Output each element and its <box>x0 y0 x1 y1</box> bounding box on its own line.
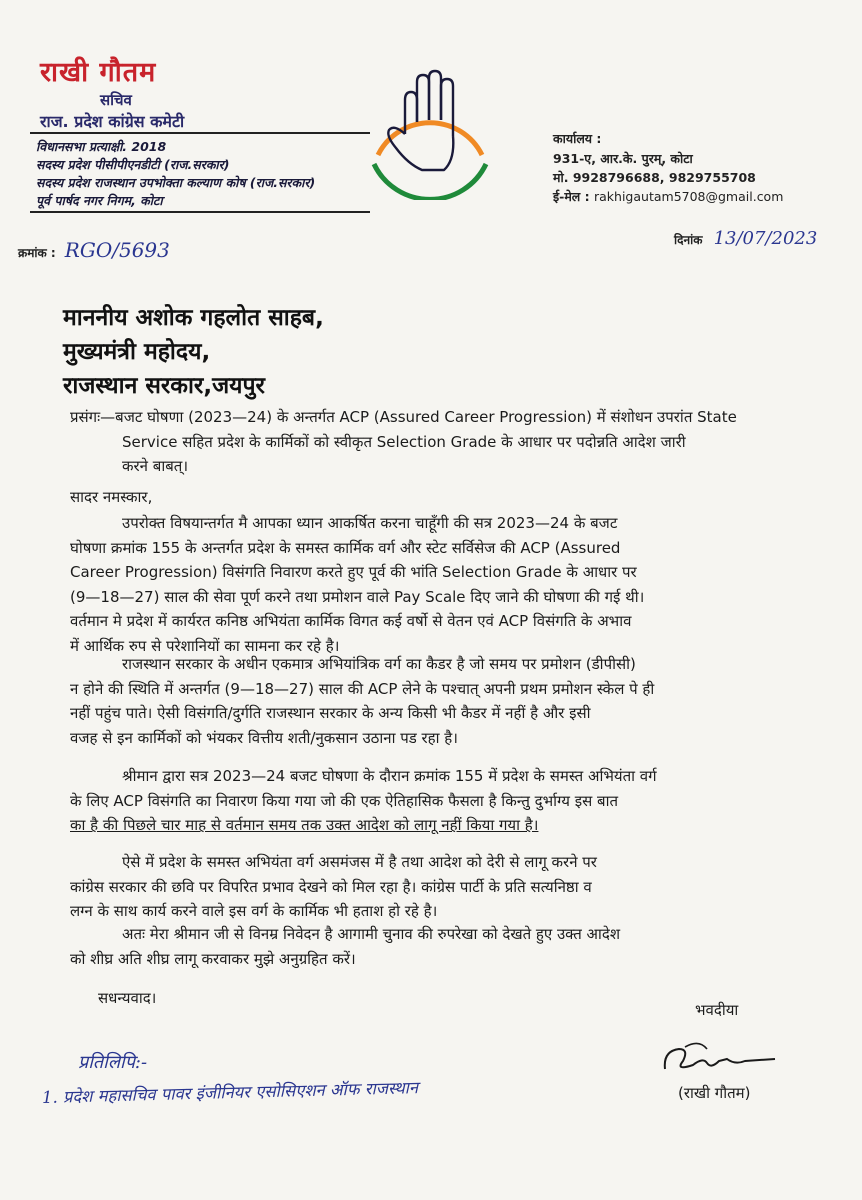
para-line: कांग्रेस सरकार की छवि पर विपरित प्रभाव देखने को मिल रहा है। कांग्रेस पार्टी के प्रति सत्यनिष्ठा व <box>70 877 592 896</box>
date-row <box>674 228 817 249</box>
reference-label: क्रमांक : <box>18 246 56 260</box>
para-line: लग्न के साथ कार्य करने वाले इस वर्ग के कार्मिक भी हताश हो रहे है। <box>70 902 438 920</box>
credential-line: सदस्य प्रदेश पीसीपीएनडीटी (राज.सरकार) <box>36 157 230 172</box>
office-phone: मो. 9928796688, 9829755708 <box>553 170 756 185</box>
para-line: (9—18—27) साल की सेवा पूर्ण करने तथा प्रमोशन वाले Pay Scale दिए जाने की घोषणा की गई थी। <box>70 587 645 606</box>
credential-line: पूर्व पार्षद नगर निगम, कोटा <box>36 193 163 208</box>
congress-hand-logo <box>360 60 500 200</box>
office-heading: कार्यालय : <box>553 131 602 146</box>
email-label: ई-मेल : <box>553 189 590 204</box>
credential-line: सदस्य प्रदेश राजस्थान उपभोक्ता कल्याण कोष (राज.सरकार) <box>36 175 316 190</box>
date-value: 13/07/2023 <box>713 228 818 249</box>
para-line: उपरोक्त विषयान्तर्गत मै आपका ध्यान आकर्षित करना चाहूँगी की सत्र 2023—24 के बजट <box>122 514 618 532</box>
para-line: वर्तमान मे प्रदेश में कार्यरत कनिष्ठ अभियंता कार्मिक विगत कई वर्षो से वेतन एवं ACP विसंगति के अभाव <box>70 612 632 630</box>
para-line: घोषणा क्रमांक 155 के अन्तर्गत प्रदेश के समस्त कार्मिक वर्ग और स्टेट सर्विसेज की ACP (Assured <box>70 538 621 557</box>
hand-icon <box>388 71 453 170</box>
para-line: न होने की स्थिति में अन्तर्गत (9—18—27) साल की ACP लेने के पश्चात् अपनी प्रथम प्रमोशन स्केल पे ही <box>70 679 655 698</box>
thanks: सधन्यवाद। <box>98 989 157 1007</box>
para-line: Career Progression) विसंगति निवारण करते हुए पूर्व की भांति Selection Grade के आधार पर <box>70 563 637 581</box>
para-line: को शीघ्र अति शीघ्र लागू करवाकर मुझे अनुग्रहित करें। <box>70 949 356 968</box>
subject-line: करने बाबत्। <box>122 457 188 475</box>
para-line: नहीं पहुंच पाते। ऐसी विसंगति/दुर्गति राजस्थान सरकार के अन्य किसी भी कैडर में नहीं है और इसी <box>70 704 591 722</box>
copy-heading: प्रतिलिपि:- <box>78 1052 148 1073</box>
sender-organization: राज. प्रदेश कांग्रेस कमेटी <box>40 112 185 131</box>
para-line: अतः मेरा श्रीमान जी से विनम्र निवेदन है आगामी चुनाव की रुपरेखा को देखते हुए उक्त आदेश <box>122 925 621 943</box>
signoff-name: (राखी गौतम) <box>678 1084 751 1102</box>
addressee-line: राजस्थान सरकार,जयपुर <box>63 373 265 399</box>
paragraph-2 <box>70 652 800 750</box>
para-line: ऐसे में प्रदेश के समस्त अभियंता वर्ग असमंजस में है तथा आदेश को देरी से लागू करने पर <box>122 853 597 871</box>
subject-block <box>70 405 800 479</box>
addressee-line: माननीय अशोक गहलोत साहब, <box>63 305 324 331</box>
paragraph-4 <box>70 850 800 924</box>
para-line-underlined: का है की पिछले चार माह से वर्तमान समय तक उक्त आदेश को लागू नहीं किया गया है। <box>70 816 539 834</box>
date-label: दिनांक <box>674 233 703 247</box>
office-email-row <box>553 188 783 205</box>
paragraph-1 <box>70 511 800 658</box>
greeting: सादर नमस्कार, <box>70 488 153 506</box>
office-address: 931-ए, आर.के. पुरम्, कोटा <box>553 151 693 166</box>
divider <box>30 132 370 134</box>
subject-line: Service सहित प्रदेश के कार्मिकों को स्वीकृत Selection Grade के आधार पर पदोन्नति आदेश जारी <box>122 432 686 451</box>
signoff-label: भवदीया <box>695 1001 739 1019</box>
paragraph-5 <box>70 922 800 971</box>
para-line: राजस्थान सरकार के अधीन एकमात्र अभियांत्रिक वर्ग का कैडर है जो समय पर प्रमोशन (डीपीसी) <box>122 655 636 673</box>
subject-line: प्रसंगः—बजट घोषणा (2023—24) के अन्तर्गत ACP (Assured Career Progression) में संशोधन उपरांत State <box>70 408 737 426</box>
reference-number: RGO/5693 <box>64 238 170 262</box>
para-line: वजह से इन कार्मिकों को भंयकर वित्तीय शती/नुकसान उठाना पड रहा है। <box>70 728 458 747</box>
sender-name: राखी गौतम <box>40 57 157 88</box>
addressee-line: मुख्यमंत्री महोदय, <box>63 339 211 365</box>
para-line: श्रीमान द्वारा सत्र 2023—24 बजट घोषणा के दौरान क्रमांक 155 में प्रदेश के समस्त अभियंता वर्ग <box>122 767 657 785</box>
signature-icon <box>655 1035 795 1083</box>
para-line: के लिए ACP विसंगति का निवारण किया गया जो की एक ऐतिहासिक फैसला है किन्तु दुर्भाग्य इस बात <box>70 791 619 810</box>
divider <box>30 211 370 213</box>
sender-designation: सचिव <box>100 91 132 109</box>
reference-row <box>18 238 170 262</box>
credential-line: विधानसभा प्रत्याक्षी. 2018 <box>36 139 167 154</box>
paragraph-3 <box>70 764 800 838</box>
copy-item: 1. प्रदेश महासचिव पावर इंजीनियर एसोसिएशन ऑफ राजस्थान <box>41 1078 419 1107</box>
email-address[interactable]: rakhigautam5708@gmail.com <box>594 189 784 204</box>
para-line: में आर्थिक रुप से परेशानियों का सामना कर रहे है। <box>70 636 340 655</box>
